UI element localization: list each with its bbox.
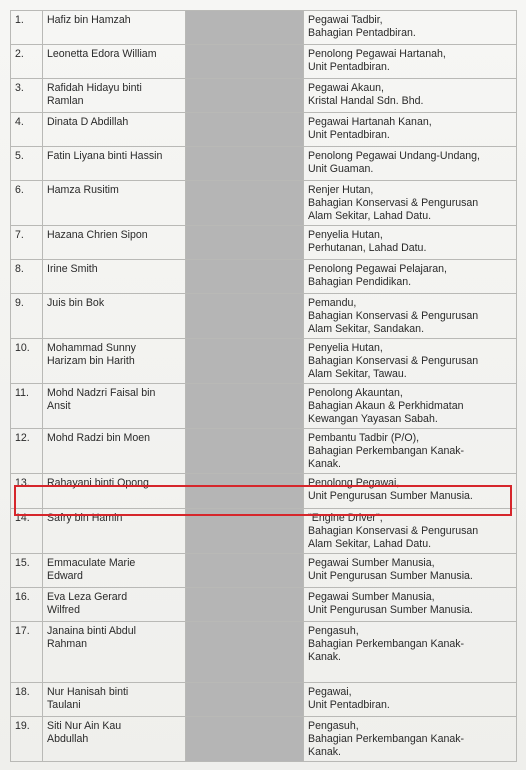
staff-position: [304, 339, 517, 384]
staff-table: [10, 10, 517, 762]
staff-position-line: Unit Pentadbiran.: [308, 699, 390, 711]
staff-position: [304, 260, 517, 294]
staff-position-line: Kanak.: [308, 746, 341, 758]
staff-position: [304, 429, 517, 474]
row-number: 19.: [11, 717, 43, 762]
row-number: 3.: [11, 79, 43, 113]
staff-name-line: Janaina binti Abdul: [47, 625, 136, 637]
staff-position-line: Pegawai Tadbir,: [308, 14, 383, 26]
redacted-cell: [186, 45, 304, 79]
staff-name: [43, 147, 186, 181]
redacted-cell: [186, 554, 304, 588]
table-row: [11, 474, 517, 509]
staff-position-line: Pengasuh,: [308, 625, 359, 637]
staff-position-line: Bahagian Perkembangan Kanak-: [308, 733, 465, 745]
staff-position: [304, 294, 517, 339]
redacted-cell: [186, 717, 304, 762]
table-row: [11, 294, 517, 339]
table-row: [11, 509, 517, 554]
row-number: 5.: [11, 147, 43, 181]
staff-name-line: Mohd Nadzri Faisal bin: [47, 387, 156, 399]
staff-name: [43, 384, 186, 429]
row-number: 11.: [11, 384, 43, 429]
staff-name: [43, 474, 186, 509]
row-number: 18.: [11, 683, 43, 717]
staff-name-line: Nur Hanisah binti: [47, 686, 129, 698]
staff-position-line: Penolong Pegawai Undang-Undang,: [308, 150, 480, 162]
row-number: 1.: [11, 11, 43, 45]
staff-name-line: Dinata D Abdillah: [47, 116, 129, 128]
staff-name: [43, 588, 186, 622]
staff-name-line: Rafidah Hidayu binti: [47, 82, 142, 94]
redacted-cell: [186, 474, 304, 509]
staff-position-line: Kanak.: [308, 651, 341, 663]
row-number: 4.: [11, 113, 43, 147]
staff-name-line: Mohammad Sunny: [47, 342, 136, 354]
staff-position-line: Penolong Akauntan,: [308, 387, 403, 399]
staff-position-line: Alam Sekitar, Tawau.: [308, 368, 407, 380]
staff-position-line: Bahagian Pendidikan.: [308, 276, 412, 288]
staff-position-line: Unit Pentadbiran.: [308, 129, 390, 141]
staff-name: [43, 45, 186, 79]
redacted-cell: [186, 181, 304, 226]
staff-position: [304, 11, 517, 45]
staff-name: [43, 683, 186, 717]
staff-position-line: Penolong Pegawai,: [308, 477, 400, 489]
table-row: [11, 588, 517, 622]
staff-name: [43, 226, 186, 260]
staff-position-line: Bahagian Konservasi & Pengurusan: [308, 197, 479, 209]
staff-name: [43, 294, 186, 339]
staff-name: [43, 11, 186, 45]
staff-position-line: Bahagian Perkembangan Kanak-: [308, 638, 465, 650]
staff-name-line: Eva Leza Gerard: [47, 591, 128, 603]
staff-name-line: Hamza Rusitim: [47, 184, 119, 196]
staff-position-line: Penyelia Hutan,: [308, 229, 383, 241]
staff-position-line: Bahagian Pentadbiran.: [308, 27, 416, 39]
staff-name-line: Mohd Radzi bin Moen: [47, 432, 151, 444]
staff-name-line: Rahayani binti Opong: [47, 477, 149, 489]
redacted-cell: [186, 339, 304, 384]
staff-position-line: Unit Pengurusan Sumber Manusia.: [308, 490, 473, 502]
staff-position-line: "Engine Driver",: [308, 512, 383, 524]
row-number: 16.: [11, 588, 43, 622]
staff-position-line: Bahagian Konservasi & Pengurusan: [308, 355, 479, 367]
staff-position: [304, 226, 517, 260]
staff-position-line: Unit Pengurusan Sumber Manusia.: [308, 570, 473, 582]
staff-name: [43, 339, 186, 384]
staff-name: [43, 181, 186, 226]
table-row: [11, 339, 517, 384]
staff-name-line: Edward: [47, 570, 83, 582]
table-row: [11, 622, 517, 683]
staff-position-line: Bahagian Akaun & Perkhidmatan: [308, 400, 464, 412]
row-number: 13.: [11, 474, 43, 509]
staff-name-line: Wilfred: [47, 604, 80, 616]
staff-name-line: Fatin Liyana binti Hassin: [47, 150, 163, 162]
staff-position-line: Pembantu Tadbir (P/O),: [308, 432, 420, 444]
staff-position: [304, 474, 517, 509]
redacted-cell: [186, 683, 304, 717]
staff-position: [304, 79, 517, 113]
staff-name-line: Taulani: [47, 699, 81, 711]
table-row: [11, 113, 517, 147]
staff-position-line: Kewangan Yayasan Sabah.: [308, 413, 438, 425]
staff-position-line: Pegawai,: [308, 686, 352, 698]
row-number: 17.: [11, 622, 43, 683]
row-number: 10.: [11, 339, 43, 384]
row-number: 2.: [11, 45, 43, 79]
table-row: [11, 45, 517, 79]
staff-name: [43, 717, 186, 762]
staff-position-line: Pegawai Sumber Manusia,: [308, 591, 435, 603]
staff-position-line: Bahagian Perkembangan Kanak-: [308, 445, 465, 457]
staff-position: [304, 622, 517, 683]
table-row: [11, 79, 517, 113]
row-number: 9.: [11, 294, 43, 339]
row-number: 6.: [11, 181, 43, 226]
staff-name-line: Emmaculate Marie: [47, 557, 136, 569]
staff-position-line: Pemandu,: [308, 297, 357, 309]
table-row: [11, 147, 517, 181]
staff-position-line: Perhutanan, Lahad Datu.: [308, 242, 427, 254]
staff-name-line: Siti Nur Ain Kau: [47, 720, 122, 732]
staff-name-line: Ansit: [47, 400, 71, 412]
staff-position-line: Alam Sekitar, Lahad Datu.: [308, 210, 432, 222]
staff-name-line: Juis bin Bok: [47, 297, 105, 309]
redacted-cell: [186, 384, 304, 429]
staff-name: [43, 554, 186, 588]
redacted-cell: [186, 226, 304, 260]
table-row: [11, 181, 517, 226]
staff-position-line: Pengasuh,: [308, 720, 359, 732]
staff-position: [304, 588, 517, 622]
redacted-cell: [186, 147, 304, 181]
staff-name-line: Leonetta Edora William: [47, 48, 157, 60]
row-number: 15.: [11, 554, 43, 588]
redacted-cell: [186, 509, 304, 554]
table-row: [11, 226, 517, 260]
row-number: 8.: [11, 260, 43, 294]
staff-position-line: Pegawai Hartanah Kanan,: [308, 116, 432, 128]
staff-position-line: Unit Guaman.: [308, 163, 374, 175]
staff-name-line: Irine Smith: [47, 263, 98, 275]
table-row: [11, 384, 517, 429]
table-row: [11, 429, 517, 474]
row-number: 14.: [11, 509, 43, 554]
table-row: [11, 11, 517, 45]
staff-position: [304, 384, 517, 429]
staff-position-line: Alam Sekitar, Lahad Datu.: [308, 538, 432, 550]
staff-name-line: Harizam bin Harith: [47, 355, 135, 367]
staff-position-line: Kristal Handal Sdn. Bhd.: [308, 95, 424, 107]
redacted-cell: [186, 113, 304, 147]
table-row: [11, 260, 517, 294]
redacted-cell: [186, 622, 304, 683]
staff-name: [43, 260, 186, 294]
staff-name: [43, 509, 186, 554]
redacted-cell: [186, 429, 304, 474]
redacted-cell: [186, 588, 304, 622]
staff-position-line: Alam Sekitar, Sandakan.: [308, 323, 425, 335]
redacted-cell: [186, 11, 304, 45]
staff-position-line: Kanak.: [308, 458, 341, 470]
staff-position-line: Bahagian Konservasi & Pengurusan: [308, 310, 479, 322]
staff-position: [304, 554, 517, 588]
staff-position: [304, 113, 517, 147]
staff-position-line: Penyelia Hutan,: [308, 342, 383, 354]
table-row: [11, 683, 517, 717]
staff-name-line: Safry bin Hamin: [47, 512, 123, 524]
staff-position: [304, 181, 517, 226]
staff-name: [43, 113, 186, 147]
staff-position-line: Pegawai Sumber Manusia,: [308, 557, 435, 569]
staff-position-line: Penolong Pegawai Hartanah,: [308, 48, 446, 60]
staff-name-line: Hafiz bin Hamzah: [47, 14, 131, 26]
staff-position-line: Unit Pengurusan Sumber Manusia.: [308, 604, 473, 616]
staff-position: [304, 683, 517, 717]
staff-name-line: Ramlan: [47, 95, 84, 107]
staff-position: [304, 45, 517, 79]
staff-position: [304, 509, 517, 554]
row-number: 7.: [11, 226, 43, 260]
table-row: [11, 554, 517, 588]
staff-position-line: Pegawai Akaun,: [308, 82, 384, 94]
staff-position: [304, 147, 517, 181]
staff-position-line: Penolong Pegawai Pelajaran,: [308, 263, 447, 275]
staff-name: [43, 429, 186, 474]
staff-position: [304, 717, 517, 762]
redacted-cell: [186, 294, 304, 339]
staff-name-line: Abdullah: [47, 733, 89, 745]
staff-position-line: Unit Pentadbiran.: [308, 61, 390, 73]
staff-name-line: Rahman: [47, 638, 88, 650]
staff-name-line: Hazana Chrien Sipon: [47, 229, 148, 241]
staff-name: [43, 79, 186, 113]
staff-position-line: Renjer Hutan,: [308, 184, 374, 196]
staff-table-body: [11, 11, 517, 762]
row-number: 12.: [11, 429, 43, 474]
redacted-cell: [186, 260, 304, 294]
staff-name: [43, 622, 186, 683]
staff-position-line: Bahagian Konservasi & Pengurusan: [308, 525, 479, 537]
table-row: [11, 717, 517, 762]
redacted-cell: [186, 79, 304, 113]
